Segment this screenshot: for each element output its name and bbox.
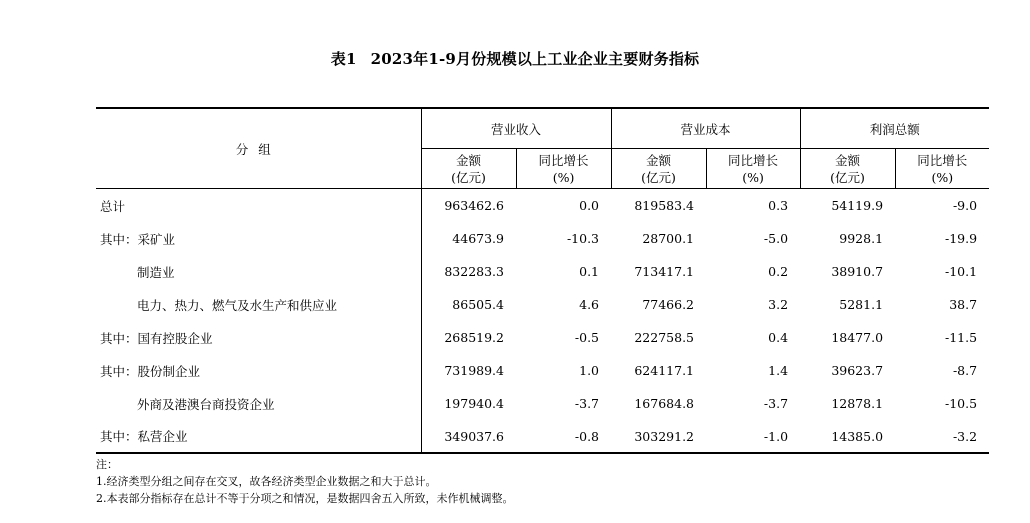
cell-value: 0.0 bbox=[579, 198, 600, 213]
table-row bbox=[96, 387, 989, 420]
table-row bbox=[96, 288, 989, 321]
cell-value: 832283.3 bbox=[444, 264, 504, 279]
cell-value: 0.1 bbox=[579, 264, 600, 279]
cell-value: -9.0 bbox=[952, 198, 978, 213]
subheader-amount: 金额 (亿元) bbox=[421, 149, 516, 189]
cell-value: 3.2 bbox=[768, 297, 789, 312]
row-label: 其中：股份制企业 bbox=[96, 354, 421, 387]
cell-value: 5281.1 bbox=[839, 297, 884, 312]
financial-indicators-table bbox=[96, 107, 989, 454]
cell-value: -10.5 bbox=[944, 396, 978, 411]
cell-value: 222758.5 bbox=[634, 330, 695, 345]
cell-value: 77466.2 bbox=[642, 297, 695, 312]
header-row-groups bbox=[96, 108, 989, 149]
note-item: 2.本表部分指标存在总计不等于分项之和情况，是数据四舍五入所致，未作机械调整。 bbox=[96, 492, 514, 505]
table-row bbox=[96, 189, 989, 223]
cell-value: 38.7 bbox=[949, 297, 978, 312]
cell-value: -10.3 bbox=[566, 231, 600, 246]
cell-value: -5.0 bbox=[763, 231, 789, 246]
col-group-revenue: 营业收入 bbox=[421, 108, 611, 149]
group-column-header: 分组 bbox=[96, 108, 421, 189]
table-row bbox=[96, 321, 989, 354]
cell-value: 0.2 bbox=[768, 264, 789, 279]
cell-value: 349037.6 bbox=[421, 420, 516, 453]
row-label: 总计 bbox=[96, 189, 421, 223]
cell-value: 39623.7 bbox=[831, 363, 884, 378]
cell-value: 54119.9 bbox=[831, 198, 884, 213]
table-title-text: 2023年1-9月份规模以上工业企业主要财务指标 bbox=[370, 50, 700, 68]
cell-value: 0.3 bbox=[768, 198, 789, 213]
subheader-growth: 同比增长 (%) bbox=[706, 149, 800, 189]
cell-value: 9928.1 bbox=[839, 231, 884, 246]
cell-value: 86505.4 bbox=[452, 297, 504, 312]
cell-value: -0.8 bbox=[516, 420, 611, 453]
cell-value: 624117.1 bbox=[634, 363, 695, 378]
subheader-growth: 同比增长 (%) bbox=[516, 149, 611, 189]
cell-value: -0.5 bbox=[574, 330, 600, 345]
cell-value: -11.5 bbox=[944, 330, 978, 345]
cell-value: 268519.2 bbox=[444, 330, 504, 345]
cell-value: -3.7 bbox=[574, 396, 600, 411]
cell-value: 731989.4 bbox=[444, 363, 504, 378]
table-number: 表1 bbox=[330, 50, 357, 68]
cell-value: 167684.8 bbox=[634, 396, 695, 411]
subheader-growth: 同比增长 (%) bbox=[895, 149, 989, 189]
table-row bbox=[96, 222, 989, 255]
cell-value: -19.9 bbox=[944, 231, 978, 246]
cell-value: 1.4 bbox=[768, 363, 789, 378]
table-row bbox=[96, 354, 989, 387]
cell-value: 14385.0 bbox=[800, 420, 895, 453]
cell-value: 0.4 bbox=[768, 330, 789, 345]
row-label: 电力、热力、燃气及水生产和供应业 bbox=[96, 288, 421, 321]
table-row bbox=[96, 255, 989, 288]
subheader-amount: 金额 (亿元) bbox=[800, 149, 895, 189]
table-title bbox=[0, 48, 1030, 69]
col-group-profit: 利润总额 bbox=[800, 108, 989, 149]
cell-value: 963462.6 bbox=[444, 198, 504, 213]
cell-value: -1.0 bbox=[706, 420, 800, 453]
col-group-cost: 营业成本 bbox=[611, 108, 800, 149]
subheader-amount: 金额 (亿元) bbox=[611, 149, 706, 189]
cell-value: 18477.0 bbox=[831, 330, 884, 345]
row-label: 其中：私营企业 bbox=[96, 420, 421, 453]
cell-value: 1.0 bbox=[579, 363, 600, 378]
cell-value: -10.1 bbox=[944, 264, 978, 279]
notes-heading: 注： bbox=[96, 458, 118, 471]
cell-value: -8.7 bbox=[952, 363, 978, 378]
cell-value: -3.2 bbox=[895, 420, 989, 453]
cell-value: 38910.7 bbox=[831, 264, 884, 279]
cell-value: 303291.2 bbox=[611, 420, 706, 453]
table-notes bbox=[96, 456, 514, 507]
cell-value: 4.6 bbox=[579, 297, 600, 312]
cell-value: 819583.4 bbox=[634, 198, 695, 213]
note-item: 1.经济类型分组之间存在交叉，故各经济类型企业数据之和大于总计。 bbox=[96, 475, 437, 488]
cell-value: 713417.1 bbox=[634, 264, 695, 279]
cell-value: 197940.4 bbox=[444, 396, 504, 411]
cell-value: 12878.1 bbox=[831, 396, 884, 411]
cell-value: 28700.1 bbox=[642, 231, 695, 246]
row-label: 制造业 bbox=[96, 255, 421, 288]
cell-value: -3.7 bbox=[763, 396, 789, 411]
row-label: 其中：国有控股企业 bbox=[96, 321, 421, 354]
row-label: 其中：采矿业 bbox=[96, 222, 421, 255]
table-row bbox=[96, 420, 989, 453]
row-label: 外商及港澳台商投资企业 bbox=[96, 387, 421, 420]
cell-value: 44673.9 bbox=[452, 231, 504, 246]
